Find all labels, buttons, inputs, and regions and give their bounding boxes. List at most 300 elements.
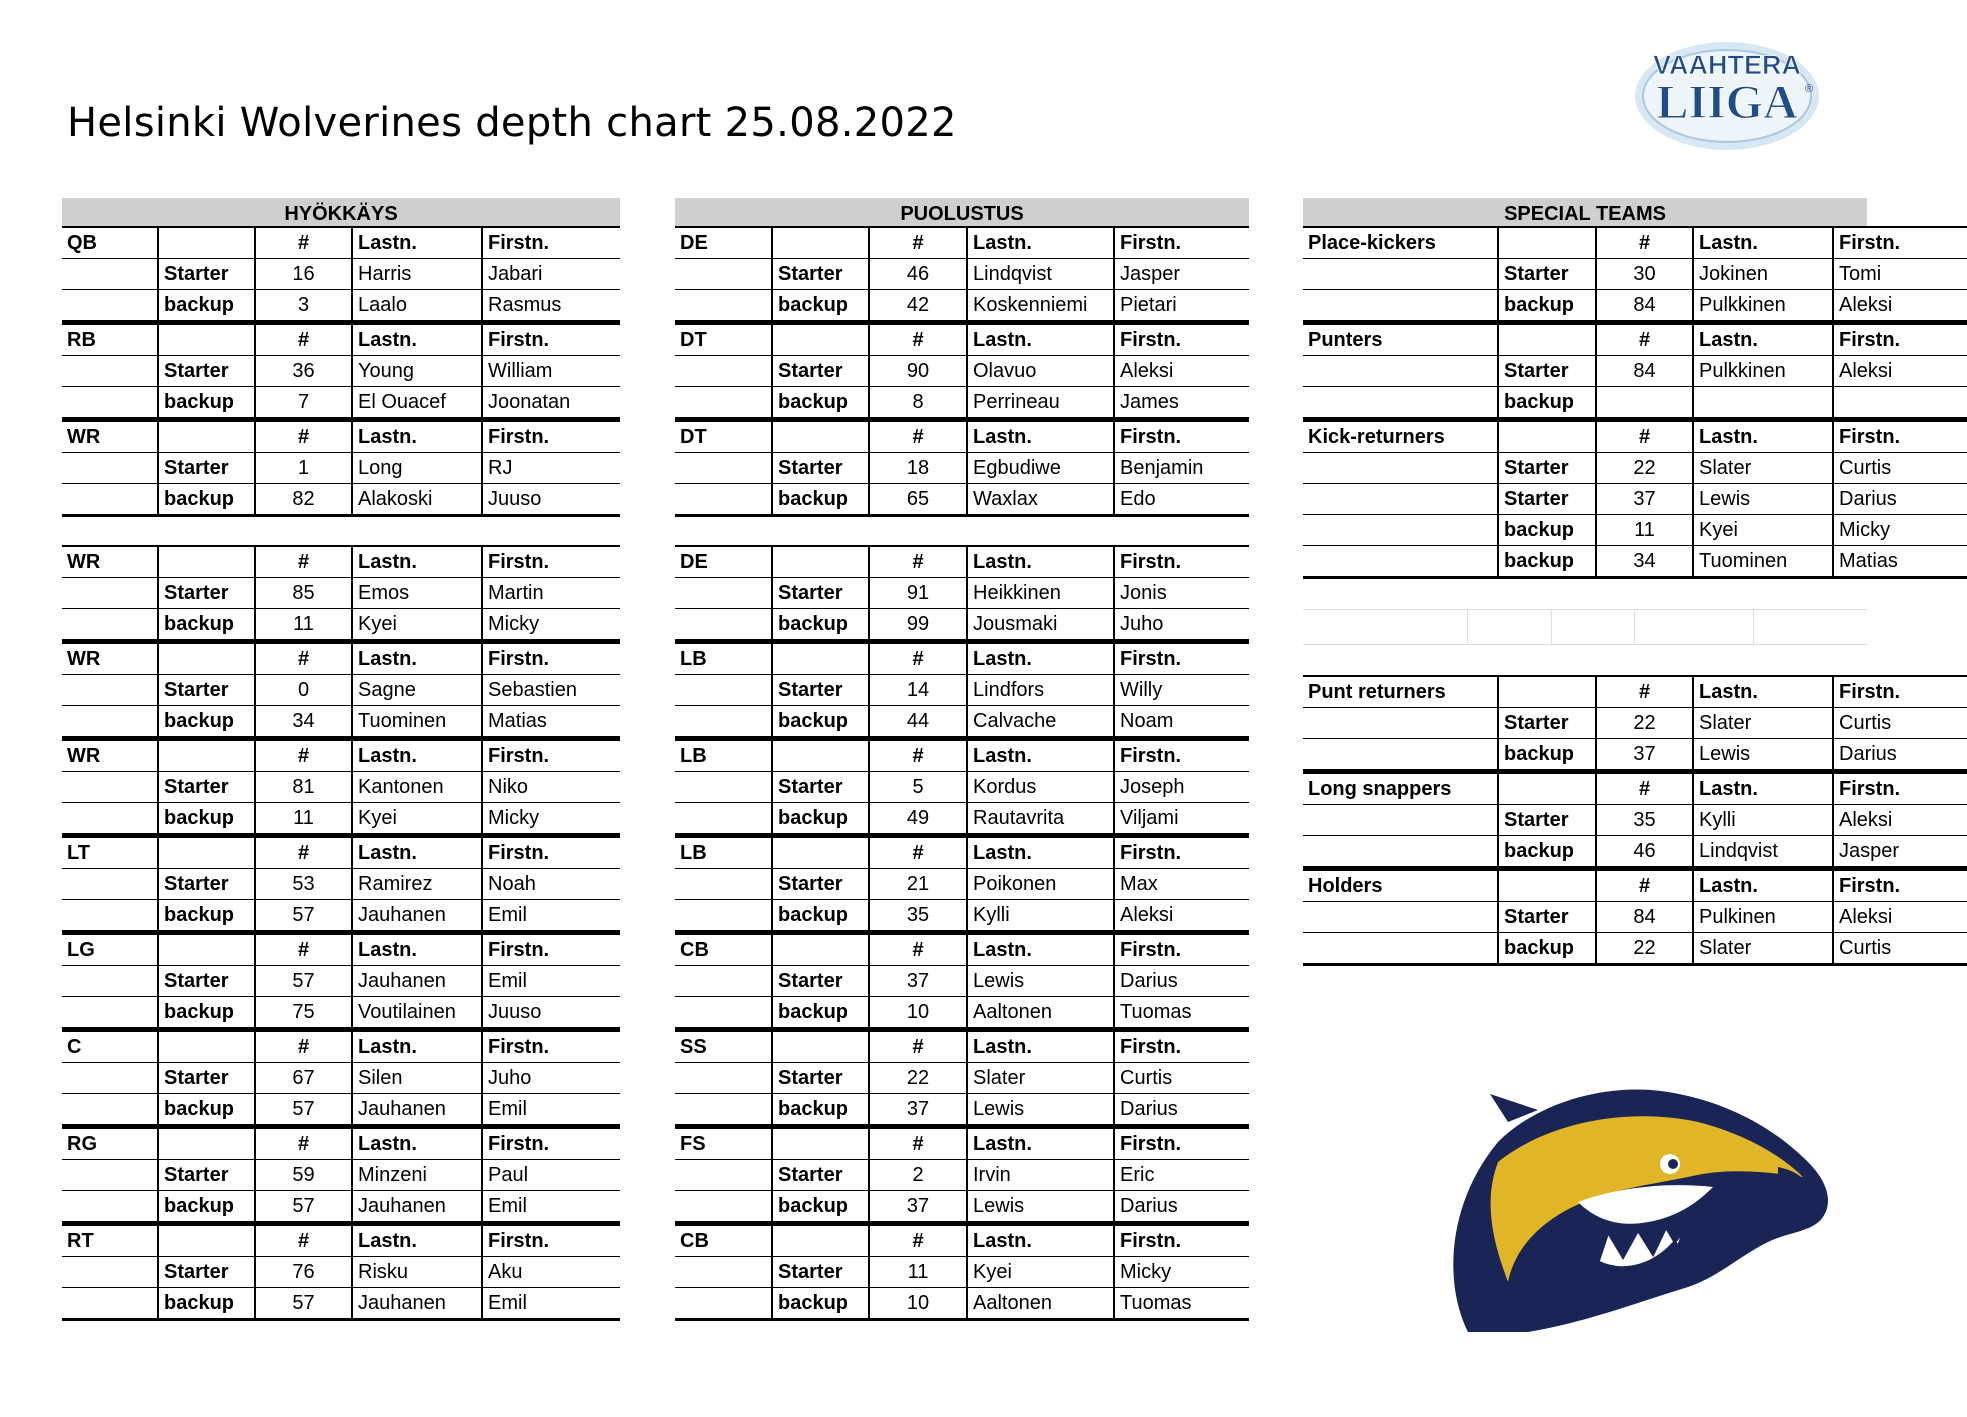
jersey-number: [1596, 387, 1693, 419]
jersey-number: 22: [869, 1063, 967, 1094]
number-header: #: [255, 837, 352, 869]
jersey-number: 22: [1596, 453, 1693, 484]
position-spacer-cell: [675, 1288, 772, 1320]
player-row: [1303, 708, 1967, 739]
jersey-number: 35: [1596, 805, 1693, 836]
first-name: Sebastien: [482, 675, 620, 706]
player-row: [62, 1257, 620, 1288]
section-spacer: [675, 517, 1249, 545]
player-row: [675, 869, 1249, 900]
role-label: Starter: [158, 259, 255, 290]
jersey-number: 34: [1596, 546, 1693, 578]
last-name: Ramirez: [352, 869, 482, 900]
first-name: Pietari: [1114, 290, 1249, 322]
lastname-header: Lastn.: [352, 837, 482, 869]
player-row: [62, 1191, 620, 1223]
number-header: #: [1596, 773, 1693, 805]
role-label: backup: [158, 1288, 255, 1320]
position-spacer-cell: [62, 675, 158, 706]
position-spacer-cell: [675, 453, 772, 484]
first-name: Juho: [1114, 609, 1249, 641]
player-row: [675, 1288, 1249, 1320]
first-name: Darius: [1833, 484, 1967, 515]
group-header-row: [62, 1225, 620, 1257]
player-row: [1303, 933, 1967, 965]
first-name: Matias: [1833, 546, 1967, 578]
first-name: James: [1114, 387, 1249, 419]
position-group: [675, 1030, 1249, 1127]
first-name: Aleksi: [1833, 356, 1967, 387]
player-row: [62, 706, 620, 738]
first-name: Aku: [482, 1257, 620, 1288]
number-header: #: [255, 643, 352, 675]
first-name: Juuso: [482, 997, 620, 1029]
role-header-cell: [158, 1128, 255, 1160]
last-name: Kylli: [1693, 805, 1833, 836]
jersey-number: 57: [255, 1191, 352, 1223]
jersey-number: 11: [255, 803, 352, 835]
position-label: WR: [62, 546, 158, 578]
position-group: [62, 545, 620, 642]
jersey-number: 46: [1596, 836, 1693, 868]
position-label: Kick-returners: [1303, 421, 1498, 453]
firstname-header: Firstn.: [1114, 421, 1249, 453]
position-group: [675, 1224, 1249, 1321]
firstname-header: Firstn.: [1114, 643, 1249, 675]
position-spacer-cell: [675, 803, 772, 835]
vaahtera-liiga-logo: [1632, 34, 1822, 152]
position-group: [675, 836, 1249, 933]
firstname-header: Firstn.: [482, 837, 620, 869]
jersey-number: 57: [255, 1094, 352, 1126]
jersey-number: 36: [255, 356, 352, 387]
jersey-number: 21: [869, 869, 967, 900]
role-header-cell: [772, 1225, 869, 1257]
lastname-header: Lastn.: [1693, 773, 1833, 805]
number-header: #: [869, 1225, 967, 1257]
role-header-cell: [158, 546, 255, 578]
svg-text:VAAHTERA: VAAHTERA: [1653, 50, 1801, 80]
firstname-header: Firstn.: [1114, 324, 1249, 356]
first-name: Darius: [1114, 1094, 1249, 1126]
firstname-header: Firstn.: [1114, 1128, 1249, 1160]
role-label: backup: [772, 1288, 869, 1320]
svg-text:LIIGA: LIIGA: [1656, 76, 1798, 129]
position-label: FS: [675, 1128, 772, 1160]
last-name: Kylli: [967, 900, 1114, 932]
group-header-row: [62, 546, 620, 578]
jersey-number: 82: [255, 484, 352, 516]
lastname-header: Lastn.: [352, 227, 482, 259]
jersey-number: 11: [869, 1257, 967, 1288]
jersey-number: 37: [869, 1094, 967, 1126]
player-row: [675, 578, 1249, 609]
lastname-header: Lastn.: [352, 1128, 482, 1160]
number-header: #: [255, 934, 352, 966]
jersey-number: 37: [1596, 739, 1693, 771]
number-header: #: [1596, 421, 1693, 453]
player-row: [1303, 902, 1967, 933]
position-group: [675, 1127, 1249, 1224]
group-header-row: [675, 740, 1249, 772]
last-name: Irvin: [967, 1160, 1114, 1191]
role-label: backup: [158, 1094, 255, 1126]
last-name: Kyei: [1693, 515, 1833, 546]
player-row: [62, 1063, 620, 1094]
firstname-header: Firstn.: [482, 227, 620, 259]
last-name: Kyei: [352, 803, 482, 835]
position-spacer-cell: [675, 675, 772, 706]
player-row: [1303, 546, 1967, 578]
jersey-number: 76: [255, 1257, 352, 1288]
position-spacer-cell: [62, 1160, 158, 1191]
first-name: Noam: [1114, 706, 1249, 738]
jersey-number: 1: [255, 453, 352, 484]
position-spacer-cell: [62, 1257, 158, 1288]
last-name: Perrineau: [967, 387, 1114, 419]
position-label: WR: [62, 421, 158, 453]
last-name: Jousmaki: [967, 609, 1114, 641]
group-header-row: [675, 837, 1249, 869]
position-label: DE: [675, 546, 772, 578]
position-group: [675, 323, 1249, 420]
group-header-row: [62, 837, 620, 869]
player-row: [1303, 484, 1967, 515]
firstname-header: Firstn.: [482, 1128, 620, 1160]
position-group: [62, 226, 620, 323]
last-name: Risku: [352, 1257, 482, 1288]
last-name: Slater: [967, 1063, 1114, 1094]
role-header-cell: [158, 740, 255, 772]
group-header-row: [62, 643, 620, 675]
player-row: [675, 609, 1249, 641]
group-header-row: [675, 546, 1249, 578]
last-name: Lindqvist: [967, 259, 1114, 290]
lastname-header: Lastn.: [967, 934, 1114, 966]
position-label: Place-kickers: [1303, 227, 1498, 259]
role-label: backup: [1498, 933, 1596, 965]
jersey-number: 3: [255, 290, 352, 322]
lastname-header: Lastn.: [967, 421, 1114, 453]
jersey-number: 8: [869, 387, 967, 419]
firstname-header: Firstn.: [1114, 934, 1249, 966]
role-header-cell: [1498, 227, 1596, 259]
role-label: Starter: [1498, 453, 1596, 484]
first-name: Curtis: [1114, 1063, 1249, 1094]
position-label: RT: [62, 1225, 158, 1257]
position-label: DT: [675, 324, 772, 356]
role-label: backup: [158, 900, 255, 932]
firstname-header: Firstn.: [1833, 227, 1967, 259]
role-label: Starter: [772, 675, 869, 706]
position-label: DE: [675, 227, 772, 259]
group-header-row: [62, 1031, 620, 1063]
position-spacer-cell: [675, 1160, 772, 1191]
offense-header: HYÖKKÄYS: [62, 198, 620, 226]
jersey-number: 46: [869, 259, 967, 290]
jersey-number: 37: [869, 966, 967, 997]
jersey-number: 22: [1596, 708, 1693, 739]
jersey-number: 34: [255, 706, 352, 738]
first-name: Micky: [1833, 515, 1967, 546]
position-spacer-cell: [675, 356, 772, 387]
role-header-cell: [772, 1128, 869, 1160]
position-spacer-cell: [1303, 484, 1498, 515]
role-header-cell: [158, 837, 255, 869]
last-name: Kyei: [352, 609, 482, 641]
group-header-row: [675, 1031, 1249, 1063]
position-spacer-cell: [675, 869, 772, 900]
role-label: Starter: [1498, 902, 1596, 933]
last-name: Heikkinen: [967, 578, 1114, 609]
position-spacer-cell: [1303, 546, 1498, 578]
position-spacer-cell: [62, 997, 158, 1029]
position-spacer-cell: [62, 900, 158, 932]
role-label: Starter: [772, 453, 869, 484]
player-row: [1303, 290, 1967, 322]
position-group: [675, 739, 1249, 836]
empty-grid-row: [1303, 609, 1867, 645]
jersey-number: 84: [1596, 356, 1693, 387]
position-label: LB: [675, 837, 772, 869]
defense-section: [675, 198, 1249, 1321]
last-name: Rautavrita: [967, 803, 1114, 835]
group-header-row: [1303, 421, 1967, 453]
position-group: [62, 933, 620, 1030]
role-label: backup: [772, 609, 869, 641]
position-group: [62, 323, 620, 420]
group-header-row: [1303, 227, 1967, 259]
jersey-number: 99: [869, 609, 967, 641]
firstname-header: Firstn.: [1114, 1225, 1249, 1257]
first-name: RJ: [482, 453, 620, 484]
position-spacer-cell: [62, 966, 158, 997]
last-name: Lindfors: [967, 675, 1114, 706]
position-spacer-cell: [1303, 387, 1498, 419]
position-group: [1303, 772, 1967, 869]
position-group: [1303, 226, 1967, 323]
number-header: #: [869, 1031, 967, 1063]
role-label: Starter: [158, 578, 255, 609]
jersey-number: 90: [869, 356, 967, 387]
role-label: Starter: [1498, 259, 1596, 290]
role-label: backup: [772, 290, 869, 322]
player-row: [675, 1063, 1249, 1094]
player-row: [62, 1094, 620, 1126]
lastname-header: Lastn.: [1693, 421, 1833, 453]
last-name: Lewis: [967, 1191, 1114, 1223]
group-header-row: [675, 324, 1249, 356]
number-header: #: [869, 740, 967, 772]
position-spacer-cell: [675, 578, 772, 609]
jersey-number: 11: [255, 609, 352, 641]
jersey-number: 7: [255, 387, 352, 419]
last-name: Long: [352, 453, 482, 484]
first-name: Juuso: [482, 484, 620, 516]
lastname-header: Lastn.: [352, 934, 482, 966]
first-name: Jabari: [482, 259, 620, 290]
last-name: Slater: [1693, 453, 1833, 484]
first-name: Emil: [482, 1094, 620, 1126]
first-name: Eric: [1114, 1160, 1249, 1191]
player-row: [675, 1191, 1249, 1223]
lastname-header: Lastn.: [1693, 227, 1833, 259]
jersey-number: 35: [869, 900, 967, 932]
position-group: [675, 545, 1249, 642]
firstname-header: Firstn.: [482, 1225, 620, 1257]
last-name: Kyei: [967, 1257, 1114, 1288]
position-spacer-cell: [62, 803, 158, 835]
group-header-row: [1303, 324, 1967, 356]
player-row: [675, 997, 1249, 1029]
last-name: Waxlax: [967, 484, 1114, 516]
defense-header: PUOLUSTUS: [675, 198, 1249, 226]
number-header: #: [255, 1225, 352, 1257]
jersey-number: 22: [1596, 933, 1693, 965]
position-spacer-cell: [62, 1191, 158, 1223]
player-row: [1303, 805, 1967, 836]
jersey-number: 42: [869, 290, 967, 322]
role-label: backup: [1498, 387, 1596, 419]
last-name: Slater: [1693, 933, 1833, 965]
player-row: [675, 706, 1249, 738]
first-name: Tuomas: [1114, 997, 1249, 1029]
role-header-cell: [158, 643, 255, 675]
jersey-number: 14: [869, 675, 967, 706]
last-name: Lewis: [967, 1094, 1114, 1126]
lastname-header: Lastn.: [352, 324, 482, 356]
role-label: Starter: [158, 1257, 255, 1288]
group-header-row: [1303, 676, 1967, 708]
position-spacer-cell: [62, 356, 158, 387]
first-name: Aleksi: [1833, 902, 1967, 933]
jersey-number: 85: [255, 578, 352, 609]
jersey-number: 37: [1596, 484, 1693, 515]
first-name: Martin: [482, 578, 620, 609]
position-label: LT: [62, 837, 158, 869]
position-group: [62, 1030, 620, 1127]
group-header-row: [675, 1225, 1249, 1257]
firstname-header: Firstn.: [1114, 740, 1249, 772]
role-label: backup: [772, 900, 869, 932]
number-header: #: [255, 324, 352, 356]
jersey-number: 37: [869, 1191, 967, 1223]
jersey-number: 91: [869, 578, 967, 609]
last-name: Jauhanen: [352, 966, 482, 997]
position-spacer-cell: [1303, 902, 1498, 933]
role-label: backup: [772, 484, 869, 516]
first-name: Emil: [482, 1288, 620, 1320]
player-row: [62, 453, 620, 484]
last-name: Tuominen: [352, 706, 482, 738]
first-name: Viljami: [1114, 803, 1249, 835]
jersey-number: 30: [1596, 259, 1693, 290]
lastname-header: Lastn.: [1693, 870, 1833, 902]
jersey-number: 5: [869, 772, 967, 803]
last-name: Koskenniemi: [967, 290, 1114, 322]
firstname-header: Firstn.: [1833, 324, 1967, 356]
lastname-header: Lastn.: [967, 227, 1114, 259]
player-row: [675, 803, 1249, 835]
number-header: #: [255, 740, 352, 772]
player-row: [62, 387, 620, 419]
position-spacer-cell: [62, 772, 158, 803]
first-name: Aleksi: [1114, 356, 1249, 387]
player-row: [62, 900, 620, 932]
position-spacer-cell: [675, 387, 772, 419]
first-name: Micky: [482, 803, 620, 835]
position-label: QB: [62, 227, 158, 259]
position-spacer-cell: [62, 706, 158, 738]
role-header-cell: [772, 227, 869, 259]
role-label: Starter: [772, 1257, 869, 1288]
role-label: backup: [772, 1191, 869, 1223]
group-header-row: [675, 643, 1249, 675]
lastname-header: Lastn.: [967, 643, 1114, 675]
position-label: RG: [62, 1128, 158, 1160]
jersey-number: 84: [1596, 902, 1693, 933]
first-name: Max: [1114, 869, 1249, 900]
position-label: Long snappers: [1303, 773, 1498, 805]
jersey-number: 18: [869, 453, 967, 484]
last-name: Pulkkinen: [1693, 356, 1833, 387]
position-group: [1303, 675, 1967, 772]
firstname-header: Firstn.: [482, 934, 620, 966]
last-name: Calvache: [967, 706, 1114, 738]
jersey-number: 11: [1596, 515, 1693, 546]
lastname-header: Lastn.: [352, 421, 482, 453]
last-name: Tuominen: [1693, 546, 1833, 578]
player-row: [62, 484, 620, 516]
first-name: Benjamin: [1114, 453, 1249, 484]
last-name: El Ouacef: [352, 387, 482, 419]
jersey-number: 49: [869, 803, 967, 835]
group-header-row: [675, 934, 1249, 966]
special-teams-section: [1303, 198, 1901, 966]
jersey-number: 44: [869, 706, 967, 738]
position-label: CB: [675, 1225, 772, 1257]
group-header-row: [1303, 870, 1967, 902]
position-spacer-cell: [1303, 453, 1498, 484]
role-label: backup: [158, 1191, 255, 1223]
jersey-number: 65: [869, 484, 967, 516]
lastname-header: Lastn.: [967, 740, 1114, 772]
player-row: [1303, 515, 1967, 546]
position-label: CB: [675, 934, 772, 966]
lastname-header: Lastn.: [967, 1128, 1114, 1160]
player-row: [675, 1094, 1249, 1126]
role-label: Starter: [772, 259, 869, 290]
group-header-row: [675, 1128, 1249, 1160]
first-name: Joonatan: [482, 387, 620, 419]
player-row: [62, 259, 620, 290]
position-label: C: [62, 1031, 158, 1063]
position-group: [675, 226, 1249, 323]
last-name: [1693, 387, 1833, 419]
player-row: [62, 356, 620, 387]
role-label: Starter: [158, 356, 255, 387]
role-label: backup: [158, 803, 255, 835]
group-header-row: [62, 227, 620, 259]
player-row: [1303, 836, 1967, 868]
role-header-cell: [158, 421, 255, 453]
position-group: [62, 739, 620, 836]
position-spacer-cell: [1303, 739, 1498, 771]
position-spacer-cell: [675, 1094, 772, 1126]
position-group: [62, 836, 620, 933]
firstname-header: Firstn.: [482, 546, 620, 578]
first-name: Micky: [482, 609, 620, 641]
